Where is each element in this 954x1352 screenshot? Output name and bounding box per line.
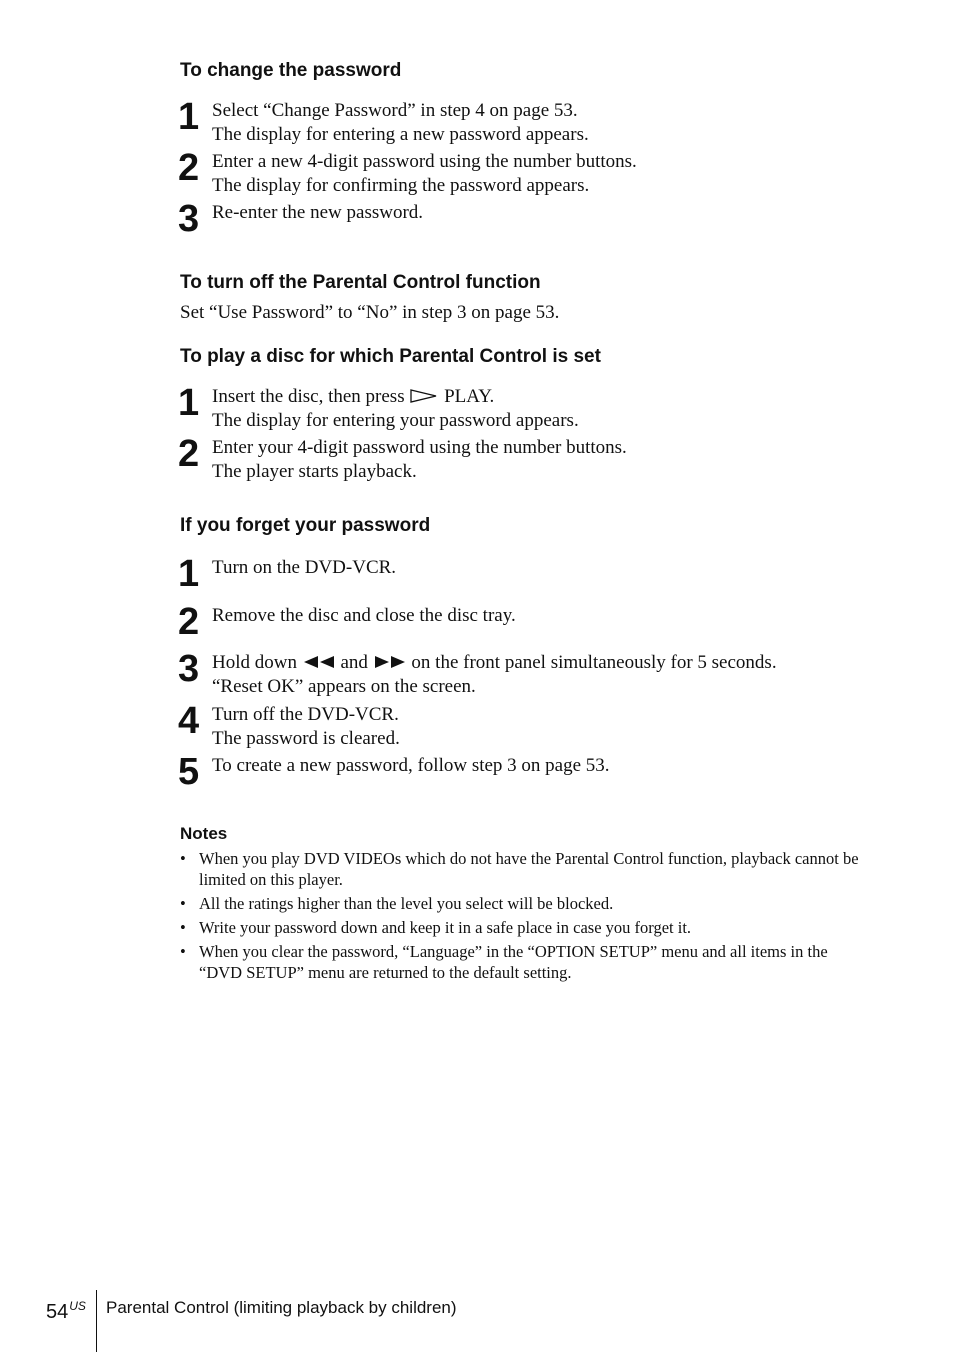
bullet: • <box>180 849 186 868</box>
notes-title: Notes <box>180 824 228 843</box>
step-text: Select “Change Password” in step 4 on page 53. <box>212 100 578 121</box>
note-item <box>180 917 870 938</box>
heading-forget-password: If you forget your password <box>180 515 431 536</box>
step-number: 2 <box>178 601 200 643</box>
step-text: “Reset OK” appears on the screen. <box>212 676 476 697</box>
turn-off-text: Set “Use Password” to “No” in step 3 on page 53. <box>180 302 560 323</box>
step-text-part: Hold down <box>212 652 297 673</box>
step-text: Enter a new 4-digit password using the number buttons. <box>212 151 637 172</box>
step-text: The display for entering a new password appears. <box>212 124 589 145</box>
step-text-part: Insert the disc, then press <box>212 386 405 407</box>
note-item <box>180 848 870 890</box>
step-number: 2 <box>178 433 200 475</box>
step-text: Turn on the DVD-VCR. <box>212 557 397 578</box>
step-text: Enter your 4-digit password using the number buttons. <box>212 437 627 458</box>
step-number: 2 <box>178 147 200 189</box>
step-text-part: on the front panel simultaneously for 5 seconds. <box>411 652 777 673</box>
notes-list <box>180 848 870 986</box>
heading-turn-off: To turn off the Parental Control function <box>180 272 541 293</box>
note-item <box>180 893 870 914</box>
bullet: • <box>180 942 186 961</box>
fast-forward-icon <box>373 654 407 670</box>
step-number: 5 <box>178 751 200 793</box>
step-number: 1 <box>178 553 200 595</box>
footer-section-title: Parental Control (limiting playback by children) <box>106 1298 457 1317</box>
step-text: Remove the disc and close the disc tray. <box>212 605 516 626</box>
bullet: • <box>180 918 186 937</box>
note-text: When you play DVD VIDEOs which do not have the Parental Control function, playback cannot be limited on this player. <box>199 849 859 889</box>
step-number: 1 <box>178 96 200 138</box>
step-text: The player starts playback. <box>212 461 417 482</box>
page-number-value: 54 <box>46 1301 69 1323</box>
step-text: Re-enter the new password. <box>212 202 424 223</box>
note-text: Write your password down and keep it in a safe place in case you forget it. <box>199 918 692 937</box>
step-text-part: PLAY. <box>444 386 495 407</box>
step-text: The password is cleared. <box>212 728 400 749</box>
note-text: When you clear the password, “Language” in the “OPTION SETUP” menu and all items in the “DVD SETUP” menu are returned to the default setting. <box>199 942 828 982</box>
step-text-part: and <box>340 652 368 673</box>
step-text: Turn off the DVD-VCR. <box>212 704 399 725</box>
note-text: All the ratings higher than the level you select will be blocked. <box>199 894 614 913</box>
step-text <box>212 651 872 675</box>
step-number: 3 <box>178 198 200 240</box>
page-number <box>46 1294 86 1324</box>
page-suffix: US <box>69 1299 86 1313</box>
play-icon <box>409 388 439 404</box>
step-text: The display for confirming the password appears. <box>212 175 590 196</box>
step-number: 3 <box>178 648 200 690</box>
bullet: • <box>180 894 186 913</box>
step-number: 1 <box>178 382 200 424</box>
step-text <box>212 385 872 409</box>
step-number: 4 <box>178 700 200 742</box>
heading-change-password: To change the password <box>180 60 402 81</box>
footer-divider <box>96 1290 97 1352</box>
rewind-icon <box>302 654 336 670</box>
heading-play-disc: To play a disc for which Parental Control is set <box>180 346 601 367</box>
step-text: To create a new password, follow step 3 on page 53. <box>212 755 610 776</box>
step-text: The display for entering your password appears. <box>212 410 579 431</box>
note-item <box>180 941 870 983</box>
